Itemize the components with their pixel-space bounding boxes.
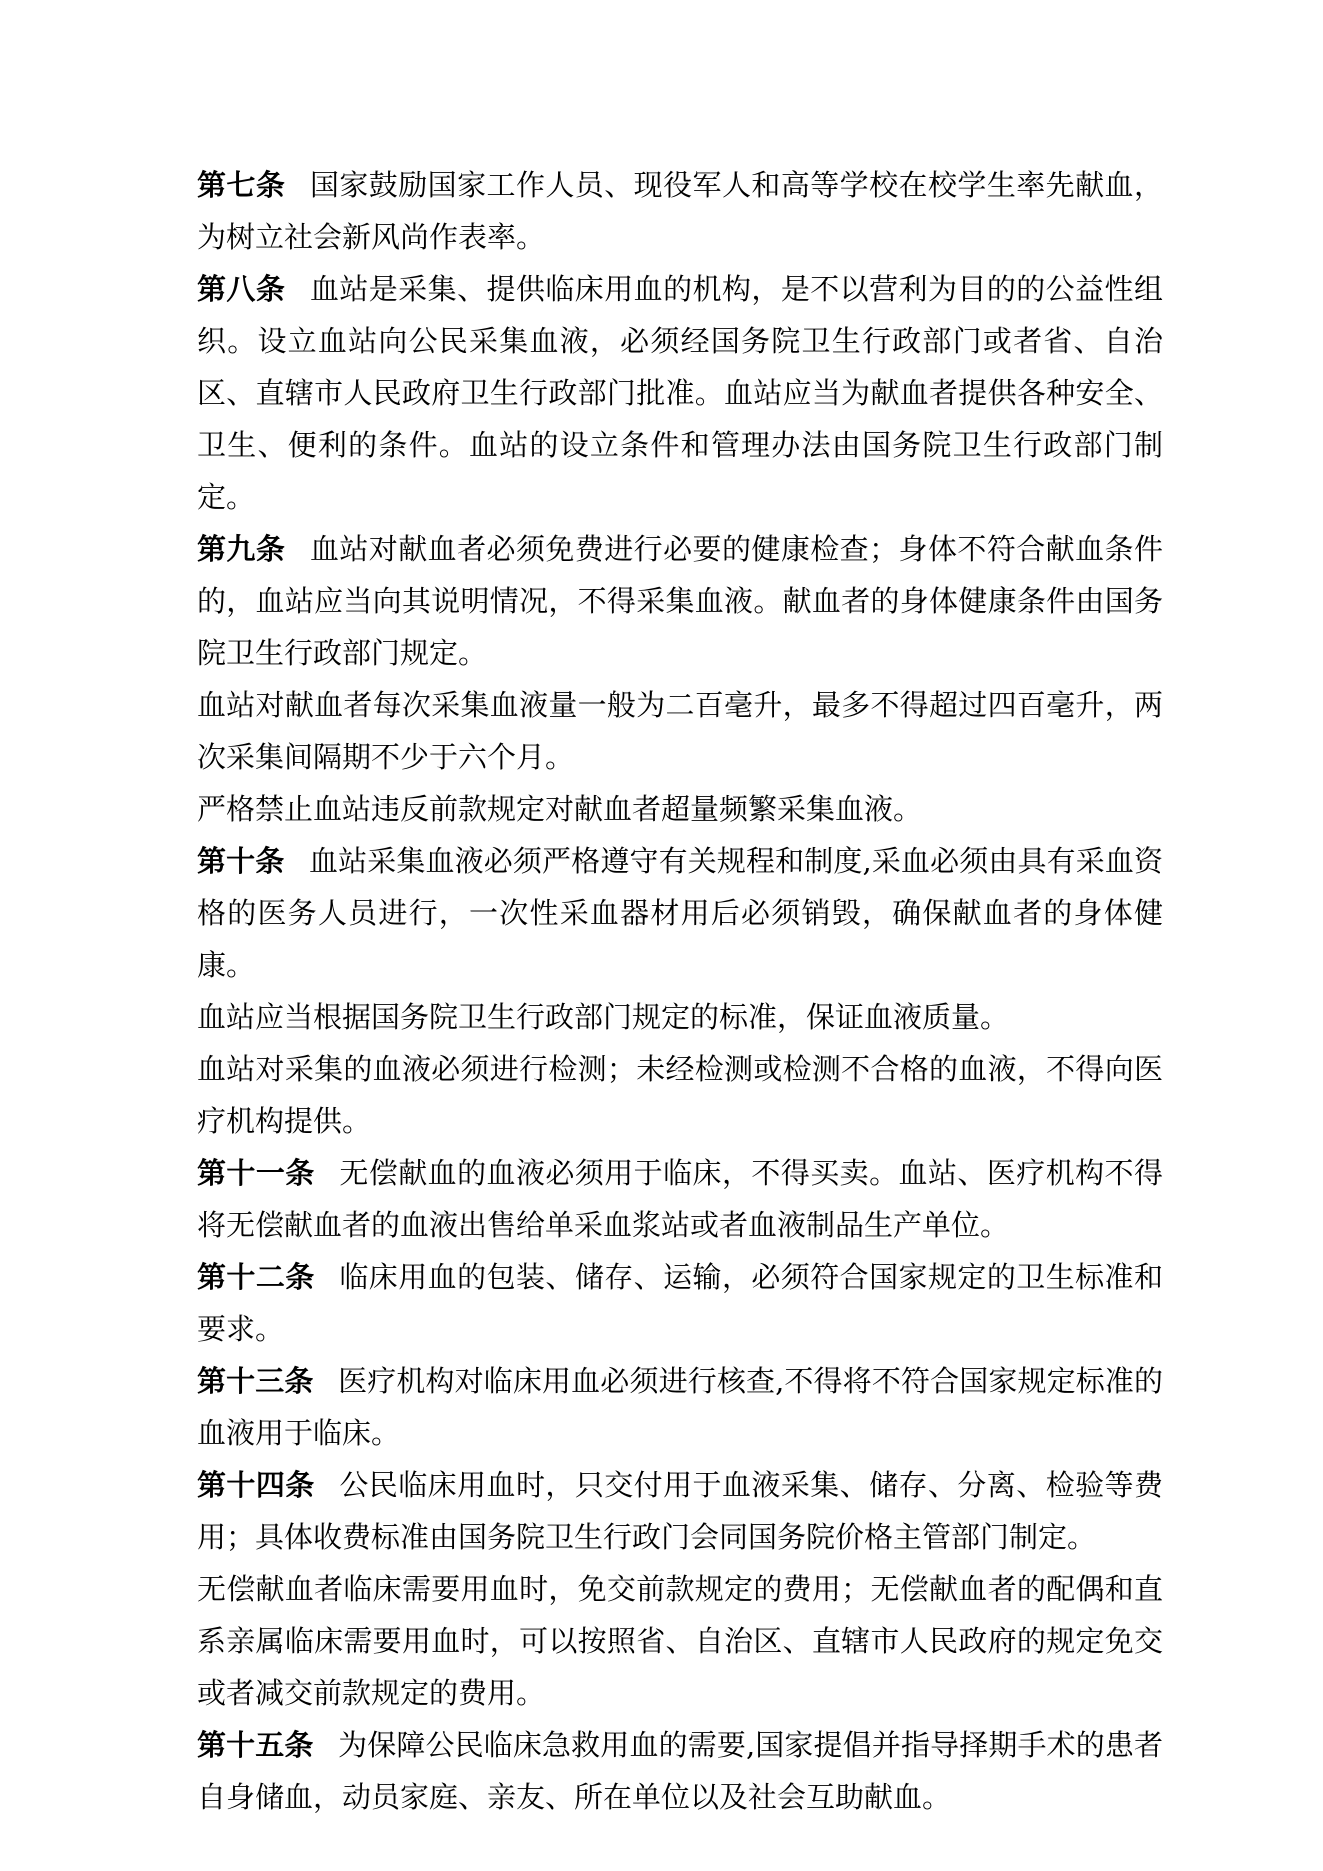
article-number: 第十二条 xyxy=(197,1260,315,1294)
article-paragraph xyxy=(197,263,1163,523)
article-paragraph xyxy=(197,679,1163,783)
article-paragraph xyxy=(197,991,1163,1043)
article-number: 第十四条 xyxy=(197,1468,315,1502)
article-text: 无偿献血的血液必须用于临床，不得买卖。血站、医疗机构不得将无偿献血者的血液出售给单采血浆站或者血液制品生产单位。 xyxy=(197,1156,1163,1242)
article-text: 血站采集血液必须严格遵守有关规程和制度,采血必须由具有采血资格的医务人员进行，一次性采血器材用后必须销毁，确保献血者的身体健康。 xyxy=(197,844,1163,982)
article-paragraph xyxy=(197,1043,1163,1147)
article-paragraph xyxy=(197,1719,1163,1823)
article-number: 第十一条 xyxy=(197,1156,315,1190)
article-text: 血站应当根据国务院卫生行政部门规定的标准，保证血液质量。 xyxy=(197,1000,1010,1034)
article-paragraph xyxy=(197,1459,1163,1563)
article-paragraph xyxy=(197,835,1163,991)
article-text: 国家鼓励国家工作人员、现役军人和高等学校在校学生率先献血，为树立社会新风尚作表率。 xyxy=(197,168,1163,254)
article-text: 无偿献血者临床需要用血时，免交前款规定的费用；无偿献血者的配偶和直系亲属临床需要用血时，可以按照省、自治区、直辖市人民政府的规定免交或者减交前款规定的费用。 xyxy=(197,1572,1163,1710)
article-text: 血站对采集的血液必须进行检测；未经检测或检测不合格的血液，不得向医疗机构提供。 xyxy=(197,1052,1163,1138)
article-text: 医疗机构对临床用血必须进行核查,不得将不符合国家规定标准的血液用于临床。 xyxy=(197,1364,1163,1450)
article-paragraph xyxy=(197,159,1163,263)
article-number: 第十三条 xyxy=(197,1364,314,1398)
article-text: 血站是采集、提供临床用血的机构，是不以营利为目的的公益性组织。设立血站向公民采集血液，必须经国务院卫生行政部门或者省、自治区、直辖市人民政府卫生行政部门批准。血站应当为献血者提供各种安全、卫生、便利的条件。血站的设立条件和管理办法由国务院卫生行政部门制定。 xyxy=(197,272,1163,514)
article-paragraph xyxy=(197,783,1163,835)
article-number: 第十条 xyxy=(197,844,285,878)
article-paragraph xyxy=(197,1251,1163,1355)
article-number: 第八条 xyxy=(197,272,286,306)
article-paragraph xyxy=(197,523,1163,679)
article-number: 第七条 xyxy=(197,168,286,202)
article-paragraph xyxy=(197,1563,1163,1719)
article-text: 临床用血的包装、储存、运输，必须符合国家规定的卫生标准和要求。 xyxy=(197,1260,1163,1346)
article-text: 血站对献血者必须免费进行必要的健康检查；身体不符合献血条件的，血站应当向其说明情况，不得采集血液。献血者的身体健康条件由国务院卫生行政部门规定。 xyxy=(197,532,1163,670)
article-number: 第十五条 xyxy=(197,1728,314,1762)
article-text: 为保障公民临床急救用血的需要,国家提倡并指导择期手术的患者自身储血，动员家庭、亲友、所在单位以及社会互助献血。 xyxy=(197,1728,1163,1814)
article-number: 第九条 xyxy=(197,532,286,566)
article-paragraph xyxy=(197,1147,1163,1251)
article-paragraph xyxy=(197,1355,1163,1459)
article-text: 严格禁止血站违反前款规定对献血者超量频繁采集血液。 xyxy=(197,792,923,826)
article-text: 公民临床用血时，只交付用于血液采集、储存、分离、检验等费用；具体收费标准由国务院卫生行政门会同国务院价格主管部门制定。 xyxy=(197,1468,1163,1554)
article-text: 血站对献血者每次采集血液量一般为二百毫升，最多不得超过四百毫升，两次采集间隔期不少于六个月。 xyxy=(197,688,1163,774)
document-body xyxy=(197,159,1163,1823)
